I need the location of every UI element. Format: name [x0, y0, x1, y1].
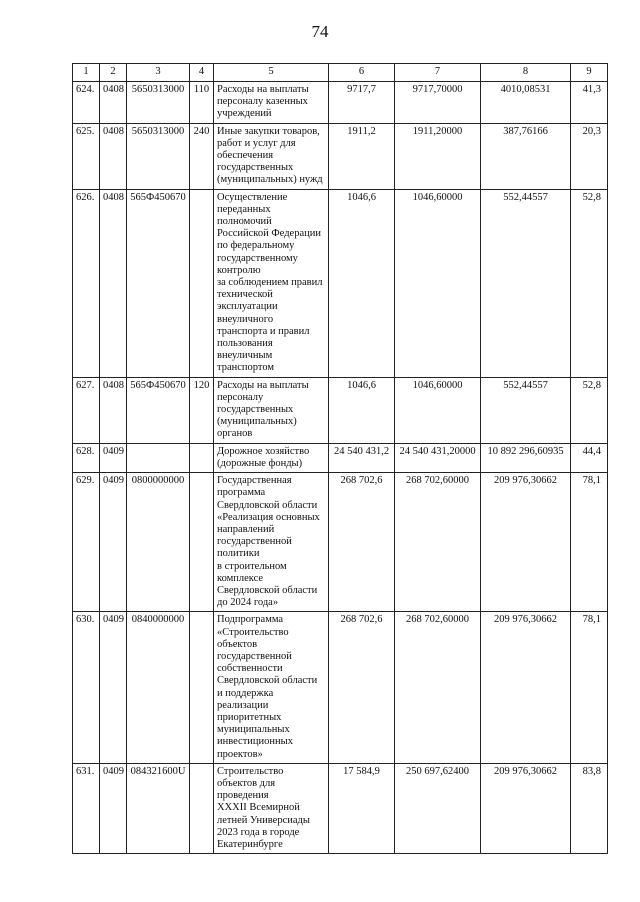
expense-type-code [190, 612, 214, 763]
table-row [73, 82, 608, 124]
clarified-amount: 250 697,62400 [395, 763, 481, 853]
target-article-code: 565Ф450670 [127, 377, 190, 443]
column-header: 2 [100, 64, 127, 82]
column-header: 1 [73, 64, 100, 82]
section-code: 0408 [100, 189, 127, 377]
item-name: Иные закупки товаров, работ и услуг для обеспечения государственных (муниципальных) нужд [214, 123, 329, 189]
expense-type-code: 240 [190, 123, 214, 189]
execution-percent: 83,8 [571, 763, 608, 853]
column-header: 3 [127, 64, 190, 82]
clarified-amount: 1046,60000 [395, 377, 481, 443]
row-number: 626. [73, 189, 100, 377]
target-article-code: 0800000000 [127, 473, 190, 612]
planned-amount: 24 540 431,2 [329, 443, 395, 472]
expense-type-code [190, 473, 214, 612]
execution-percent: 78,1 [571, 473, 608, 612]
row-number: 629. [73, 473, 100, 612]
expense-type-code: 110 [190, 82, 214, 124]
execution-percent: 41,3 [571, 82, 608, 124]
column-header: 6 [329, 64, 395, 82]
clarified-amount: 24 540 431,20000 [395, 443, 481, 472]
target-article-code: 084321600U [127, 763, 190, 853]
target-article-code: 5650313000 [127, 123, 190, 189]
clarified-amount: 268 702,60000 [395, 473, 481, 612]
column-number-row [73, 64, 608, 82]
clarified-amount: 9717,70000 [395, 82, 481, 124]
item-name: Подпрограмма «Строительство объектов государственной собственности Свердловской области и поддержка реализации приоритетных муниципальных инвестиционных проектов» [214, 612, 329, 763]
expense-type-code [190, 443, 214, 472]
target-article-code: 5650313000 [127, 82, 190, 124]
row-number: 630. [73, 612, 100, 763]
column-header: 9 [571, 64, 608, 82]
executed-amount: 552,44557 [481, 377, 571, 443]
planned-amount: 1911,2 [329, 123, 395, 189]
executed-amount: 10 892 296,60935 [481, 443, 571, 472]
planned-amount: 1046,6 [329, 377, 395, 443]
target-article-code: 0840000000 [127, 612, 190, 763]
section-code: 0409 [100, 612, 127, 763]
section-code: 0408 [100, 123, 127, 189]
clarified-amount: 268 702,60000 [395, 612, 481, 763]
expense-type-code: 120 [190, 377, 214, 443]
planned-amount: 17 584,9 [329, 763, 395, 853]
execution-percent: 20,3 [571, 123, 608, 189]
planned-amount: 268 702,6 [329, 612, 395, 763]
planned-amount: 1046,6 [329, 189, 395, 377]
table-row [73, 763, 608, 853]
budget-table [72, 63, 608, 854]
section-code: 0408 [100, 82, 127, 124]
column-header: 5 [214, 64, 329, 82]
executed-amount: 209 976,30662 [481, 612, 571, 763]
section-code: 0409 [100, 443, 127, 472]
execution-percent: 78,1 [571, 612, 608, 763]
execution-percent: 52,8 [571, 189, 608, 377]
row-number: 628. [73, 443, 100, 472]
item-name: Государственная программа Свердловской области «Реализация основных направлений государственной политики в строительном комплексе Свердловской области до 2024 года» [214, 473, 329, 612]
expense-type-code [190, 189, 214, 377]
executed-amount: 552,44557 [481, 189, 571, 377]
planned-amount: 268 702,6 [329, 473, 395, 612]
executed-amount: 387,76166 [481, 123, 571, 189]
item-name: Дорожное хозяйство (дорожные фонды) [214, 443, 329, 472]
executed-amount: 4010,08531 [481, 82, 571, 124]
execution-percent: 52,8 [571, 377, 608, 443]
section-code: 0408 [100, 377, 127, 443]
column-header: 7 [395, 64, 481, 82]
section-code: 0409 [100, 763, 127, 853]
table-row [73, 377, 608, 443]
column-header: 4 [190, 64, 214, 82]
target-article-code: 565Ф450670 [127, 189, 190, 377]
item-name: Осуществление переданных полномочий Российской Федерации по федеральному государственному контролю за соблюдением правил технической эксплуатации внеуличного транспорта и правил пользования внеуличным транспортом [214, 189, 329, 377]
table-row [73, 123, 608, 189]
row-number: 627. [73, 377, 100, 443]
target-article-code [127, 443, 190, 472]
row-number: 625. [73, 123, 100, 189]
execution-percent: 44,4 [571, 443, 608, 472]
item-name: Строительство объектов для проведения XXXII Всемирной летней Универсиады 2023 года в городе Екатеринбурге [214, 763, 329, 853]
planned-amount: 9717,7 [329, 82, 395, 124]
table-row [73, 473, 608, 612]
section-code: 0409 [100, 473, 127, 612]
row-number: 624. [73, 82, 100, 124]
clarified-amount: 1911,20000 [395, 123, 481, 189]
item-name: Расходы на выплаты персоналу государственных (муниципальных) органов [214, 377, 329, 443]
page-number: 74 [311, 22, 329, 41]
row-number: 631. [73, 763, 100, 853]
column-header: 8 [481, 64, 571, 82]
table-row [73, 612, 608, 763]
item-name: Расходы на выплаты персоналу казенных учреждений [214, 82, 329, 124]
table-row [73, 189, 608, 377]
table-row [73, 443, 608, 472]
clarified-amount: 1046,60000 [395, 189, 481, 377]
expense-type-code [190, 763, 214, 853]
executed-amount: 209 976,30662 [481, 763, 571, 853]
executed-amount: 209 976,30662 [481, 473, 571, 612]
